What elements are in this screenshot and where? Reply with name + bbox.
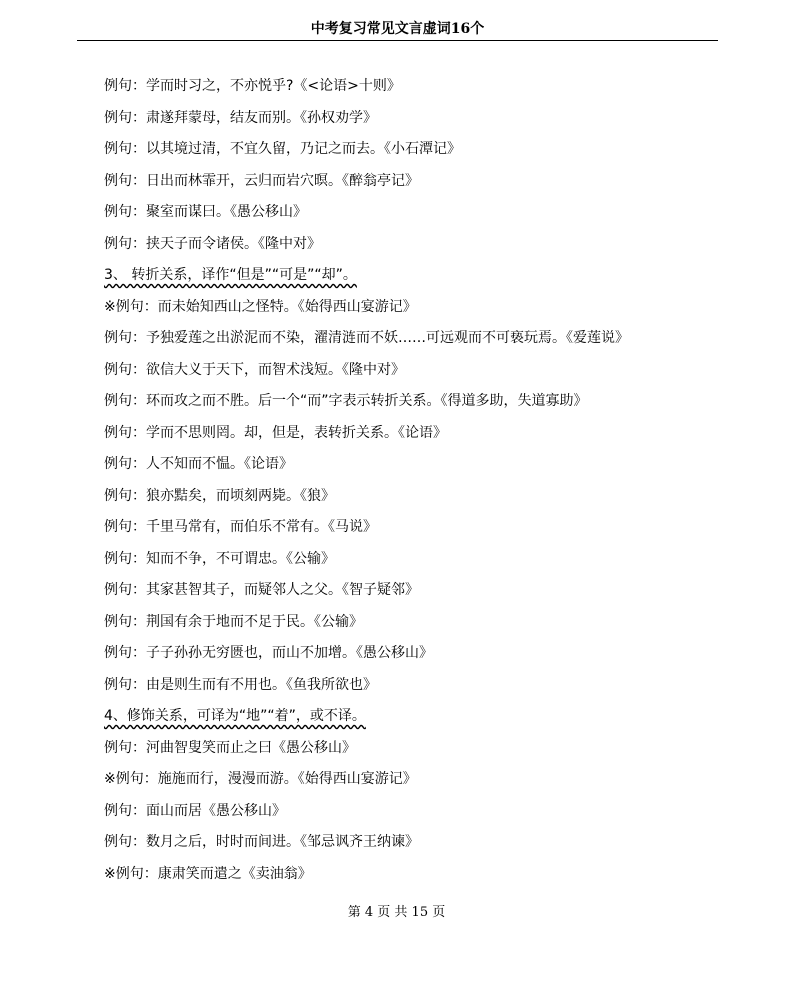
- example-line: 例句：数月之后，时时而间进。《邹忌讽齐王纳谏》: [104, 834, 419, 850]
- example-line: 例句：予独爱莲之出淤泥而不染，濯清涟而不妖……可远观而不可亵玩焉。《爱莲说》: [104, 330, 629, 346]
- example-line: 例句：人不知而不愠。《论语》: [104, 456, 293, 472]
- section-heading: 4、修饰关系，可译为“地”“着”，或不译。: [104, 708, 366, 724]
- page-footer: [0, 903, 793, 923]
- example-line: 例句：挟天子而令诸侯。《隆中对》: [104, 235, 321, 252]
- example-line: 例句：肃遂拜蒙母，结友而别。《孙权劝学》: [104, 109, 377, 126]
- example-line: 例句：河曲智叟笑而止之曰《愚公移山》: [104, 739, 356, 756]
- example-line: 例句：学而时习之，不亦悦乎?《<论语>十则》: [104, 78, 401, 94]
- example-line: ※例句：施施而行，漫漫而游。《始得西山宴游记》: [104, 771, 417, 787]
- example-line: 例句：日出而林霏开，云归而岩穴暝。《醉翁亭记》: [104, 172, 419, 189]
- example-line: 例句：面山而居《愚公移山》: [104, 802, 286, 819]
- section-heading: 3、 转折关系，译作“但是”“可是”“却”。: [104, 267, 357, 283]
- page-number: 第 4 页 共 15 页: [347, 905, 446, 920]
- example-line: 例句：子子孙孙无穷匮也，而山不加增。《愚公移山》: [104, 645, 433, 661]
- example-line: ※例句：康肃笑而遣之《卖油翁》: [104, 865, 312, 882]
- example-line: 例句：其家甚智其子，而疑邻人之父。《智子疑邻》: [104, 582, 419, 598]
- example-line: ※例句：而未始知西山之怪特。《始得西山宴游记》: [104, 298, 417, 315]
- document-body: [104, 71, 724, 890]
- example-line: 例句：学而不思则罔。却，但是，表转折关系。《论语》: [104, 424, 447, 441]
- example-line: 例句：知而不争，不可谓忠。《公输》: [104, 550, 335, 567]
- example-line: 例句：聚室而谋曰。《愚公移山》: [104, 204, 307, 220]
- example-line: 例句：由是则生而有不用也。《鱼我所欲也》: [104, 676, 377, 693]
- example-line: 例句：环而攻之而不胜。后一个“而”字表示转折关系。《得道多助，失道寡助》: [104, 393, 588, 409]
- page-header: [77, 18, 718, 41]
- example-line: 例句：荆国有余于地而不足于民。《公输》: [104, 613, 363, 630]
- example-line: 例句：欲信大义于天下，而智术浅短。《隆中对》: [104, 361, 405, 378]
- example-line: 例句：千里马常有，而伯乐不常有。《马说》: [104, 519, 377, 535]
- document-title: 中考复习常见文言虚词16个: [310, 21, 485, 37]
- example-line: 例句：狼亦黠矣，而顷刻两毙。《狼》: [104, 487, 335, 504]
- example-line: 例句：以其境过清，不宜久留，乃记之而去。《小石潭记》: [104, 141, 461, 157]
